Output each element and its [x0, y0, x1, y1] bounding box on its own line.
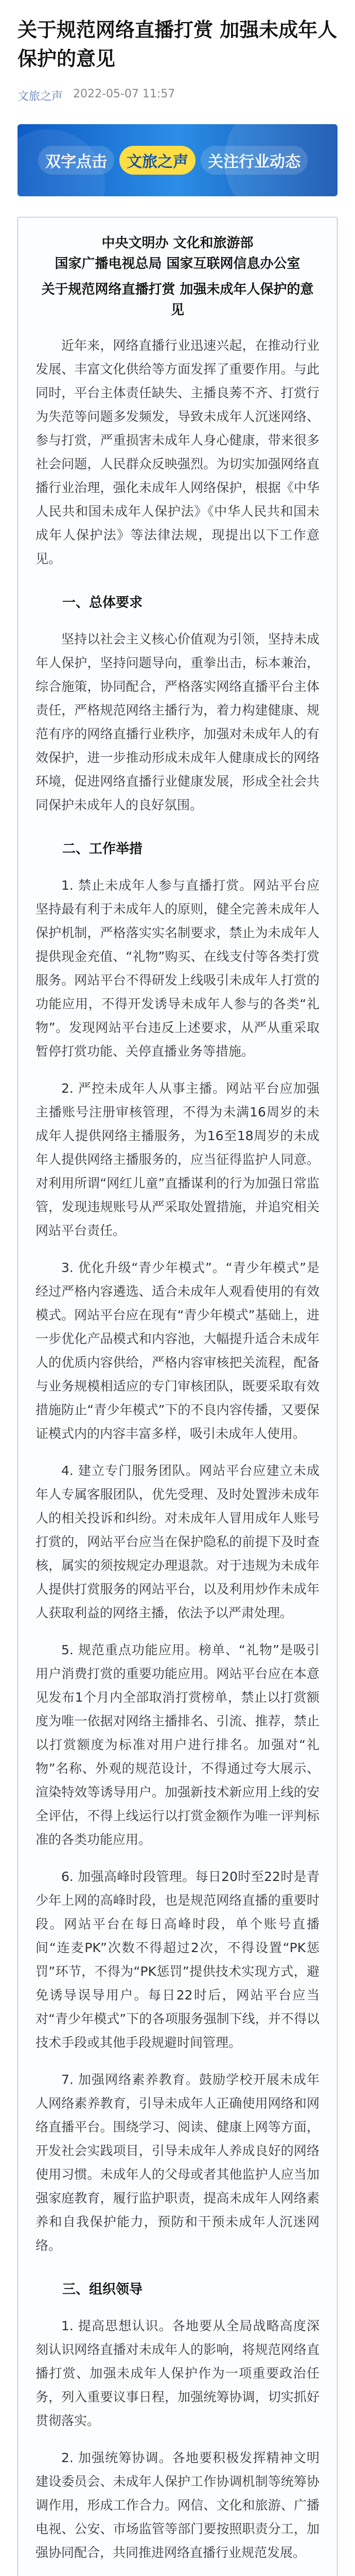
measure-item: 2. 严控未成年人从事主播。网站平台应加强主播账号注册审核管理，不得为未满16周岁的未成年人提供网络主播服务，为16至18周岁的未成年人提供网络主播服务的，应当征得监护人同意。对利用所谓“网红儿童”直播谋利的行为加强日常监管，发现违规账号从严采取处置措施，并追究相关网站平台责任。 — [36, 1081, 319, 1238]
section-paragraph: 坚持以社会主义核心价值观为引领，坚持未成年人保护，坚持问题导向，重拳出击，标本兼治，综合施策，协同配合，严格落实网络直播平台主体责任，严格规范网络主播行为，着力构建健康、规范有序的网络直播行业秩序，加强对未成年人的有效保护，进一步推动形成未成年人健康成长的网络环境，促进网络直播行业健康发展，形成全社会共同保护未成年人的良好氛围。 — [36, 632, 319, 812]
notice-issuers-bottom: 国家广播电视总局 国家互联网信息办公室 — [55, 256, 300, 272]
banner-slogan — [38, 146, 308, 175]
measure-item: 3. 优化升级“青少年模式”。“青少年模式”是经过严格内容遴选、适合未成年人观看使用的有效模式。网站平台应在现有“青少年模式”基础上，进一步优化产品模式和内容池，大幅提升适合未成年人的优质内容供给，严格内容审核把关流程，配备与业务规模相适应的专门审核团队，既要采取有效措施防止“青少年模式”下的不良内容传播，又要保证模式内的内容丰富多样，吸引未成年人使用。 — [36, 1260, 319, 1441]
article-meta — [17, 88, 338, 104]
banner-slogan-right: 关注行业动态 — [201, 146, 308, 175]
section-heading: 二、工作举措 — [62, 841, 143, 857]
org-item: 2. 加强统筹协调。各地要积极发挥精神文明建设委员会、未成年人保护工作协调机制等统筹协调作用，形成工作合力。网信、文化和旅游、广播电视、公安、市场监管等部门要按照职责分工，加强协同配合，共同推进网络直播行业规范发展。 — [36, 2450, 319, 2560]
measure-item: 5. 规范重点功能应用。榜单、“礼物”是吸引用户消费打赏的重要功能应用。网站平台应在本意见发布1个月内全部取消打赏榜单，禁止以打赏额度为唯一依据对网络主播排名、引流、推荐，禁止以打赏额度为标准对用户进行排名。加强对“礼物”名称、外观的规范设计，不得通过夸大展示、渲染特效等诱导用户。加强新技术新应用上线的安全评估，不得上线运行以打赏金额作为唯一评判标准的各类功能应用。 — [36, 1642, 319, 1847]
notice-issuers-top: 中央文明办 文化和旅游部 — [101, 235, 254, 251]
banner-slogan-left: 双字点击 — [38, 146, 114, 175]
article-source-link[interactable]: 文旅之声 — [17, 90, 63, 103]
measure-item: 1. 禁止未成年人参与直播打赏。网站平台应坚持最有利于未成年人的原则，健全完善未成年人保护机制，严格落实实名制要求，禁止为未成年人提供现金充值、“礼物”购买、在线支付等各类打赏服务。网站平台不得研发上线吸引未成年人打赏的功能应用，不得开发诱导未成年人参与的各类“礼物”。发现网站平台违反上述要求，从严从重采取暂停打赏功能、关停直播业务等措施。 — [36, 878, 319, 1059]
measure-item: 4. 建立专门服务团队。网站平台应建立未成年人专属客服团队，优先受理、及时处置涉未成年人的相关投诉和纠纷。对未成年人冒用成年人账号打赏的，网站平台应当在保护隐私的前提下及时查核，属实的须按规定办理退款。对于违规为未成年人提供打赏服务的网站平台，以及利用炒作未成年人获取利益的网络主播，依法予以严肃处理。 — [36, 1463, 319, 1620]
measure-item: 6. 加强高峰时段管理。每日20时至22时是青少年上网的高峰时段，也是规范网络直播的重要时段。网站平台在每日高峰时段，单个账号直播间“连麦PK”次数不得超过2次，不得设置“PK惩罚”环节，不得为“PK惩罚”提供技术实现方式，避免诱导误导用户。每日22时后，网站平台应当对“青少年模式”下的各项服务强制下线，并不得以技术手段或其他手段规避时间管理。 — [36, 1869, 319, 2050]
notice-title: 关于规范网络直播打赏 加强未成年人保护的意见 — [41, 282, 314, 318]
section-heading: 三、组织领导 — [62, 2282, 143, 2297]
measure-item: 7. 加强网络素养教育。鼓励学校开展未成年人网络素养教育，引导未成年人正确使用网络和网络直播平台。围绕学习、阅读、健康上网等方面，开发社会实践项目，引导未成年人养成良好的网络使用习惯。未成年人的父母或者其他监护人应当加强家庭教育，履行监护职责，提高未成年人网络素养和自我保护能力，预防和干预未成年人沉迷网络。 — [36, 2072, 319, 2253]
article-datetime: 2022-05-07 11:57 — [73, 88, 175, 100]
article-title: 关于规范网络直播打赏 加强未成年人保护的意见 — [17, 19, 338, 70]
section-heading: 一、总体要求 — [62, 595, 143, 611]
notice-intro: 近年来，网络直播行业迅速兴起，在推动行业发展、丰富文化供给等方面发挥了重要作用。与此同时，平台主体责任缺失、主播良莠不齐、打赏行为失范等问题多发频发，导致未成年人沉迷网络、参与打赏，严重损害未成年人身心健康，带来很多社会问题，人民群众反映强烈。为切实加强网络直播行业治理，强化未成年人网络保护，根据《中华人民共和国未成年人保护法》《中华人民共和国未成年人保护法》等法律法规，现提出以下工作意见。 — [36, 338, 319, 566]
notice-document — [17, 217, 338, 2576]
header-banner — [17, 124, 338, 196]
banner-slogan-middle: 文旅之声 — [119, 146, 196, 175]
org-item: 1. 提高思想认识。各地要从全局战略高度深刻认识网络直播对未成年人的影响，将规范网络直播打赏、加强未成年人保护作为一项重要政治任务，列入重要议事日程，加强统筹协调，切实抓好贯彻落实。 — [36, 2318, 319, 2428]
